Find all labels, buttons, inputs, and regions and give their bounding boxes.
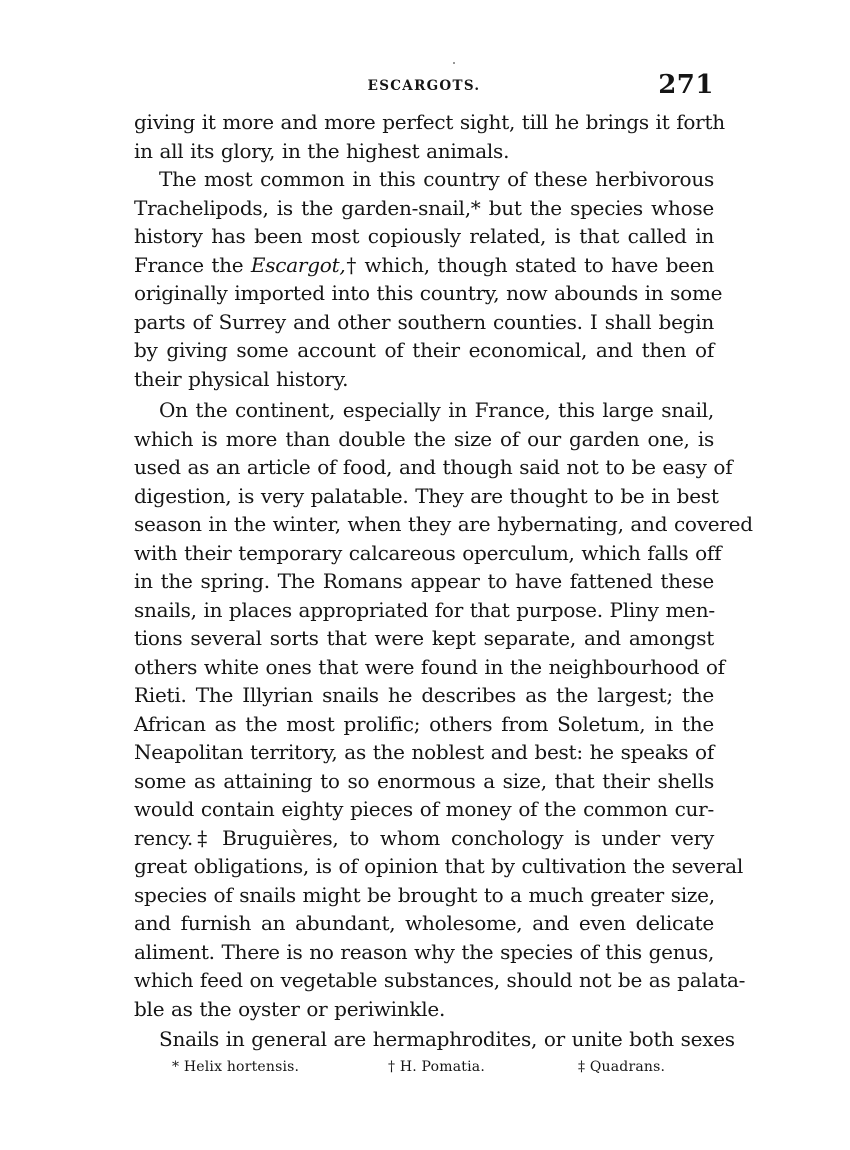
page-header [134,68,714,102]
page-number: 271 [658,70,714,100]
body-text [134,108,753,1054]
text-line: African as the most prolific; others from Soletum, in the [134,711,714,736]
text-line: which feed on vegetable substances, should not be as palata- [134,968,746,992]
text-line: digestion, is very palatable. They are thought to be in best [134,483,719,508]
text-line: by giving some account of their economical, and then of [134,338,714,362]
text-line: great obligations, is of opinion that by cultivation the several [134,854,743,878]
text-line: ble as the oyster or periwinkle. [134,996,446,1021]
text-line: aliment. There is no reason why the species of this genus, [134,939,715,964]
text-line: Neapolitan territory, as the noblest and best: he speaks of [134,740,714,764]
text-line: season in the winter, when they are hybernating, and covered [134,512,753,536]
footnote: † H. Pomatia. [388,1059,485,1075]
text-line: their physical history. [134,366,349,391]
text-line: in the spring. The Romans appear to have fattened these [134,569,714,593]
text-line: others white ones that were found in the neighbourhood of [134,654,725,679]
footnotes [134,1059,714,1083]
text-line: snails, in places appropriated for that purpose. Pliny men- [134,597,715,622]
text-line: in all its glory, in the highest animals. [134,138,510,163]
text-line: Snails in general are hermaphrodites, or unite both sexes [159,1027,735,1051]
text-line: would contain eighty pieces of money of the common cur- [134,797,714,821]
text-line: Rieti. The Illyrian snails he describes as the largest; the [134,683,714,707]
text-line: with their temporary calcareous operculum, which falls off [134,540,722,565]
text-line: used as an article of food, and though said not to be easy of [134,455,733,479]
text-line: parts of Surrey and other southern counties. I shall begin [134,309,714,334]
running-title: ESCARGOTS. [367,78,481,94]
text-line: giving it more and more perfect sight, till he brings it forth [134,110,725,134]
text-line: Trachelipods, is the garden-snail,* but the species whose [134,195,714,220]
text-line: On the continent, especially in France, this large snail, [159,398,714,422]
text-line: rency.‡ Bruguières, to whom conchology is under very [134,825,714,850]
text-line: species of snails might be brought to a much greater size, [134,882,715,907]
italic-term: Escargot, [250,252,346,277]
text-line: The most common in this country of these herbivorous [159,167,714,191]
text-line: and furnish an abundant, wholesome, and even delicate [134,911,714,935]
print-speck [453,62,455,64]
text-line: tions several sorts that were kept separate, and amongst [134,626,714,650]
text-line: which is more than double the size of our garden one, is [134,426,714,451]
footnote: ‡ Quadrans. [578,1059,666,1075]
text-line: originally imported into this country, now abounds in some [134,281,723,305]
footnote: * Helix hortensis. [172,1059,300,1075]
text-line: history has been most copiously related, is that called in [134,224,714,248]
text-line: France the Escargot,† which, though stated to have been [134,252,714,277]
text-line: some as attaining to so enormous a size, that their shells [134,768,714,793]
